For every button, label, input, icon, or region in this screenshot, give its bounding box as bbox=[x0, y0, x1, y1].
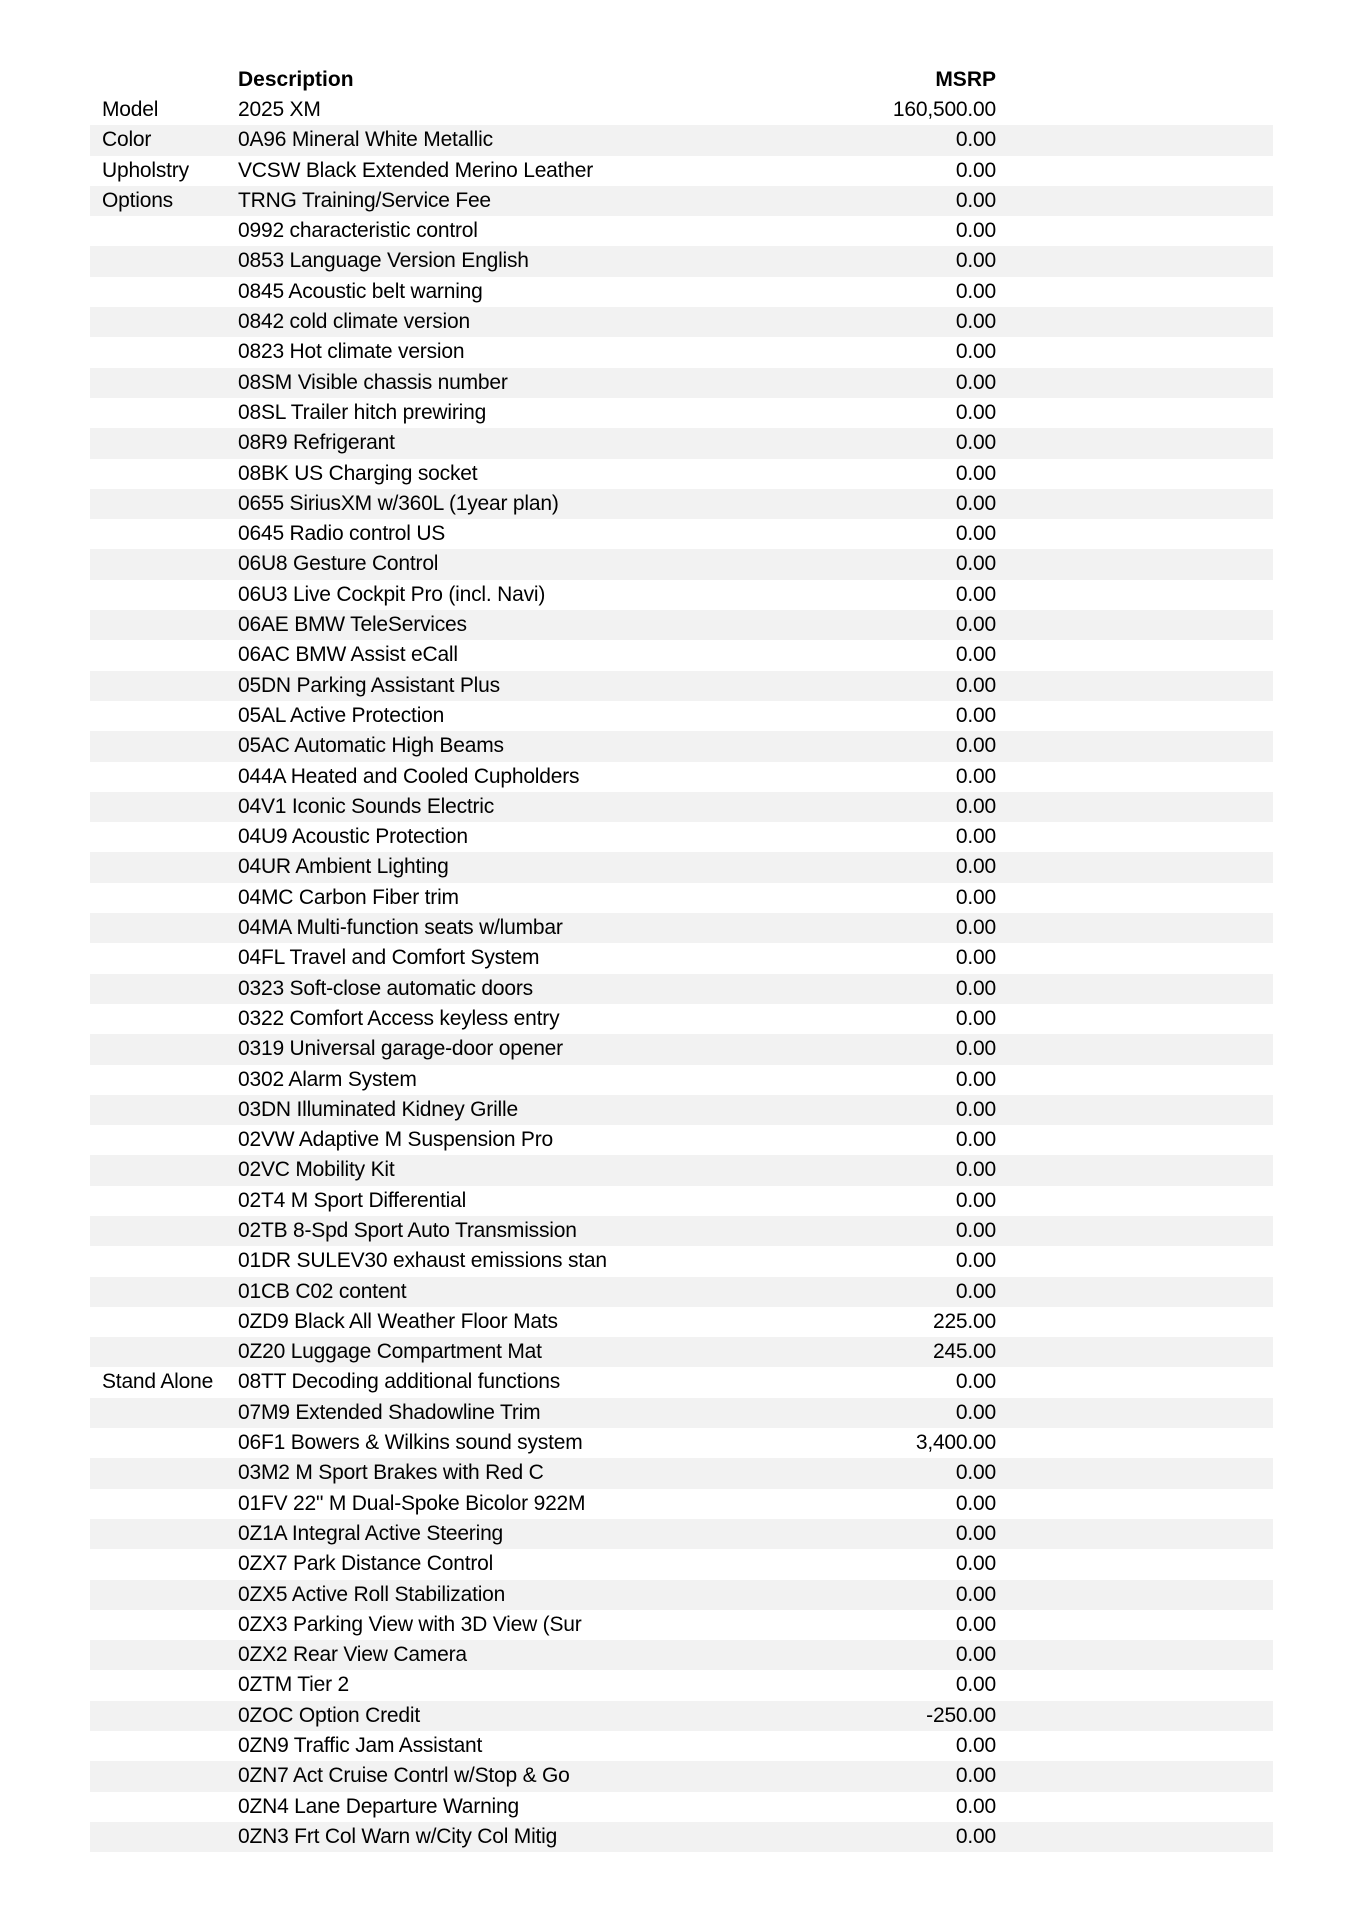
table-row bbox=[90, 1701, 1273, 1731]
table-row bbox=[90, 1670, 1273, 1700]
row-msrp: 0.00 bbox=[955, 855, 996, 879]
row-description: 0ZN3 Frt Col Warn w/City Col Mitig bbox=[238, 1824, 558, 1848]
row-msrp: 0.00 bbox=[955, 491, 996, 515]
row-description: 0322 Comfort Access keyless entry bbox=[238, 1006, 560, 1030]
row-description: 05DN Parking Assistant Plus bbox=[238, 673, 500, 697]
row-msrp: 0.00 bbox=[955, 1643, 996, 1667]
table-row bbox=[90, 1095, 1273, 1125]
table-row bbox=[90, 216, 1273, 246]
row-msrp: 0.00 bbox=[955, 1400, 996, 1424]
table-row bbox=[90, 1761, 1273, 1791]
table-row bbox=[90, 1610, 1273, 1640]
table-row bbox=[90, 974, 1273, 1004]
table-row bbox=[90, 1822, 1273, 1852]
row-msrp: 0.00 bbox=[955, 946, 996, 970]
row-msrp: 0.00 bbox=[955, 1582, 996, 1606]
table-row bbox=[90, 883, 1273, 913]
row-description: 2025 XM bbox=[238, 98, 321, 121]
row-msrp: 0.00 bbox=[955, 461, 996, 485]
row-msrp: 0.00 bbox=[955, 582, 996, 606]
row-msrp: 3,400.00 bbox=[915, 1431, 996, 1455]
row-description: 0323 Soft-close automatic doors bbox=[238, 976, 533, 1000]
row-description: TRNG Training/Service Fee bbox=[238, 188, 491, 212]
price-sheet bbox=[90, 65, 1273, 1852]
row-category: Options bbox=[102, 188, 173, 212]
row-msrp: 245.00 bbox=[932, 1340, 996, 1364]
row-msrp: 0.00 bbox=[955, 1218, 996, 1242]
table-row bbox=[90, 1307, 1273, 1337]
table-row bbox=[90, 1398, 1273, 1428]
description-column-header: Description bbox=[238, 68, 354, 91]
row-description: 02TB 8-Spd Sport Auto Transmission bbox=[238, 1218, 577, 1242]
row-description: 08R9 Refrigerant bbox=[238, 431, 395, 455]
table-row bbox=[90, 671, 1273, 701]
table-row bbox=[90, 1458, 1273, 1488]
row-category: Model bbox=[102, 98, 159, 121]
row-category: Stand Alone bbox=[102, 1370, 214, 1394]
row-description: 04U9 Acoustic Protection bbox=[238, 825, 468, 849]
table-header bbox=[90, 65, 1273, 95]
row-msrp: 0.00 bbox=[955, 219, 996, 243]
table-row bbox=[90, 1034, 1273, 1064]
table-row bbox=[90, 1580, 1273, 1610]
row-description: 0ZX5 Active Roll Stabilization bbox=[238, 1582, 506, 1606]
row-msrp: 0.00 bbox=[955, 1279, 996, 1303]
row-description: 03M2 M Sport Brakes with Red C bbox=[238, 1461, 544, 1485]
table-row bbox=[90, 1216, 1273, 1246]
row-description: 02VW Adaptive M Suspension Pro bbox=[238, 1128, 554, 1152]
table-row bbox=[90, 580, 1273, 610]
table-row bbox=[90, 277, 1273, 307]
table-row bbox=[90, 1246, 1273, 1276]
row-msrp: 0.00 bbox=[955, 703, 996, 727]
table-row bbox=[90, 913, 1273, 943]
row-description: 0845 Acoustic belt warning bbox=[238, 279, 483, 303]
row-msrp: 0.00 bbox=[955, 673, 996, 697]
table-row bbox=[90, 459, 1273, 489]
row-description: 06AE BMW TeleServices bbox=[238, 613, 467, 637]
row-description: 04V1 Iconic Sounds Electric bbox=[238, 794, 495, 818]
row-msrp: 0.00 bbox=[955, 1552, 996, 1576]
table-row bbox=[90, 731, 1273, 761]
row-msrp: 0.00 bbox=[955, 1097, 996, 1121]
row-msrp: 0.00 bbox=[955, 1067, 996, 1091]
table-row bbox=[90, 549, 1273, 579]
table-row bbox=[90, 1186, 1273, 1216]
table-row bbox=[90, 307, 1273, 337]
table-row bbox=[90, 95, 1273, 125]
row-msrp: 0.00 bbox=[955, 310, 996, 334]
row-description: 02VC Mobility Kit bbox=[238, 1158, 395, 1182]
row-description: 04MA Multi-function seats w/lumbar bbox=[238, 916, 563, 940]
msrp-column-header: MSRP bbox=[935, 68, 996, 91]
row-msrp: 0.00 bbox=[955, 400, 996, 424]
row-msrp: 0.00 bbox=[955, 249, 996, 273]
row-description: 0Z20 Luggage Compartment Mat bbox=[238, 1340, 542, 1364]
row-description: 0853 Language Version English bbox=[238, 249, 529, 273]
table-row bbox=[90, 125, 1273, 155]
row-msrp: 0.00 bbox=[955, 1370, 996, 1394]
row-msrp: 0.00 bbox=[955, 1734, 996, 1758]
row-msrp: 0.00 bbox=[955, 1128, 996, 1152]
row-msrp: 0.00 bbox=[955, 1794, 996, 1818]
row-msrp: 0.00 bbox=[955, 1461, 996, 1485]
table-row bbox=[90, 1337, 1273, 1367]
table-row bbox=[90, 428, 1273, 458]
row-msrp: 0.00 bbox=[955, 1006, 996, 1030]
row-msrp: 0.00 bbox=[955, 1612, 996, 1636]
row-description: 0ZN7 Act Cruise Contrl w/Stop & Go bbox=[238, 1764, 570, 1788]
row-msrp: 0.00 bbox=[955, 1158, 996, 1182]
table-row bbox=[90, 852, 1273, 882]
row-description: 04UR Ambient Lighting bbox=[238, 855, 449, 879]
table-row bbox=[90, 186, 1273, 216]
table-row bbox=[90, 762, 1273, 792]
row-description: 08BK US Charging socket bbox=[238, 461, 478, 485]
row-description: 03DN Illuminated Kidney Grille bbox=[238, 1097, 518, 1121]
row-description: 044A Heated and Cooled Cupholders bbox=[238, 764, 580, 788]
row-msrp: 0.00 bbox=[955, 794, 996, 818]
row-msrp: 0.00 bbox=[955, 976, 996, 1000]
row-msrp: 0.00 bbox=[955, 1249, 996, 1273]
row-description: 04MC Carbon Fiber trim bbox=[238, 885, 459, 909]
row-description: 07M9 Extended Shadowline Trim bbox=[238, 1400, 541, 1424]
row-msrp: 225.00 bbox=[932, 1309, 996, 1333]
table-row bbox=[90, 1125, 1273, 1155]
table-row bbox=[90, 1065, 1273, 1095]
row-msrp: 0.00 bbox=[955, 1521, 996, 1545]
row-description: 0319 Universal garage-door opener bbox=[238, 1037, 563, 1061]
table-row bbox=[90, 246, 1273, 276]
row-description: 01DR SULEV30 exhaust emissions stan bbox=[238, 1249, 607, 1273]
row-msrp: 0.00 bbox=[955, 552, 996, 576]
table-row bbox=[90, 1004, 1273, 1034]
row-description: 0ZX2 Rear View Camera bbox=[238, 1643, 467, 1667]
row-description: 0992 characteristic control bbox=[238, 219, 478, 243]
table-row bbox=[90, 1277, 1273, 1307]
row-msrp: 0.00 bbox=[955, 188, 996, 212]
row-description: 0ZX7 Park Distance Control bbox=[238, 1552, 494, 1576]
row-description: 0ZX3 Parking View with 3D View (Sur bbox=[238, 1612, 582, 1636]
table-row bbox=[90, 368, 1273, 398]
table-row bbox=[90, 1428, 1273, 1458]
row-description: 0ZN4 Lane Departure Warning bbox=[238, 1794, 519, 1818]
table-row bbox=[90, 1519, 1273, 1549]
row-msrp: 0.00 bbox=[955, 885, 996, 909]
table-row bbox=[90, 489, 1273, 519]
row-description: 08SL Trailer hitch prewiring bbox=[238, 400, 487, 424]
table-row bbox=[90, 792, 1273, 822]
row-msrp: 0.00 bbox=[955, 340, 996, 364]
row-description: 05AC Automatic High Beams bbox=[238, 734, 504, 758]
row-description: 08TT Decoding additional functions bbox=[238, 1370, 561, 1394]
table-row bbox=[90, 1792, 1273, 1822]
row-description: 05AL Active Protection bbox=[238, 703, 445, 727]
row-description: 0A96 Mineral White Metallic bbox=[238, 128, 493, 152]
table-row bbox=[90, 943, 1273, 973]
row-msrp: 0.00 bbox=[955, 158, 996, 182]
row-description: 0ZOC Option Credit bbox=[238, 1703, 420, 1727]
row-category: Color bbox=[102, 128, 152, 152]
row-msrp: 0.00 bbox=[955, 825, 996, 849]
table-row bbox=[90, 1731, 1273, 1761]
row-msrp: 0.00 bbox=[955, 916, 996, 940]
row-description: 06U8 Gesture Control bbox=[238, 552, 439, 576]
table-body bbox=[90, 95, 1273, 1852]
row-msrp: 0.00 bbox=[955, 1673, 996, 1697]
row-msrp: 0.00 bbox=[955, 522, 996, 546]
row-description: 06U3 Live Cockpit Pro (incl. Navi) bbox=[238, 582, 546, 606]
row-msrp: 0.00 bbox=[955, 279, 996, 303]
row-msrp: 0.00 bbox=[955, 431, 996, 455]
row-description: 08SM Visible chassis number bbox=[238, 370, 508, 394]
row-msrp: 160,500.00 bbox=[892, 98, 996, 121]
row-msrp: 0.00 bbox=[955, 613, 996, 637]
row-description: 0645 Radio control US bbox=[238, 522, 446, 546]
row-category: Upholstry bbox=[102, 158, 189, 182]
table-row bbox=[90, 1489, 1273, 1519]
row-msrp: 0.00 bbox=[955, 764, 996, 788]
row-msrp: 0.00 bbox=[955, 734, 996, 758]
row-msrp: 0.00 bbox=[955, 370, 996, 394]
row-description: 0842 cold climate version bbox=[238, 310, 470, 334]
row-msrp: 0.00 bbox=[955, 643, 996, 667]
table-row bbox=[90, 1549, 1273, 1579]
row-description: 0Z1A Integral Active Steering bbox=[238, 1521, 504, 1545]
row-description: 06AC BMW Assist eCall bbox=[238, 643, 458, 667]
row-description: 01FV 22" M Dual-Spoke Bicolor 922M bbox=[238, 1491, 586, 1515]
row-description: 0655 SiriusXM w/360L (1year plan) bbox=[238, 491, 559, 515]
row-description: 04FL Travel and Comfort System bbox=[238, 946, 540, 970]
row-msrp: 0.00 bbox=[955, 1764, 996, 1788]
row-description: 0ZTM Tier 2 bbox=[238, 1673, 349, 1697]
table-row bbox=[90, 337, 1273, 367]
table-row bbox=[90, 398, 1273, 428]
table-row bbox=[90, 519, 1273, 549]
row-description: 06F1 Bowers & Wilkins sound system bbox=[238, 1431, 583, 1455]
table-row bbox=[90, 1155, 1273, 1185]
row-msrp: 0.00 bbox=[955, 1037, 996, 1061]
row-description: 0302 Alarm System bbox=[238, 1067, 417, 1091]
row-msrp: -250.00 bbox=[926, 1703, 996, 1727]
row-description: 01CB C02 content bbox=[238, 1279, 407, 1303]
row-description: 0823 Hot climate version bbox=[238, 340, 465, 364]
row-msrp: 0.00 bbox=[955, 1824, 996, 1848]
row-msrp: 0.00 bbox=[955, 128, 996, 152]
table-row bbox=[90, 156, 1273, 186]
table-row bbox=[90, 701, 1273, 731]
row-msrp: 0.00 bbox=[955, 1188, 996, 1212]
row-msrp: 0.00 bbox=[955, 1491, 996, 1515]
row-description: VCSW Black Extended Merino Leather bbox=[238, 158, 594, 182]
row-description: 0ZN9 Traffic Jam Assistant bbox=[238, 1734, 483, 1758]
table-row bbox=[90, 1640, 1273, 1670]
table-row bbox=[90, 1367, 1273, 1397]
row-description: 0ZD9 Black All Weather Floor Mats bbox=[238, 1309, 558, 1333]
row-description: 02T4 M Sport Differential bbox=[238, 1188, 467, 1212]
table-row bbox=[90, 610, 1273, 640]
table-row bbox=[90, 822, 1273, 852]
table-row bbox=[90, 640, 1273, 670]
